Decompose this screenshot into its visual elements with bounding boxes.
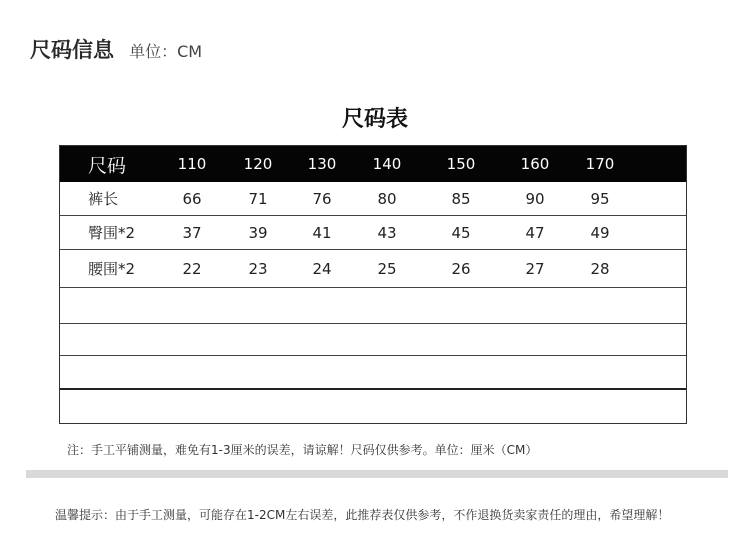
header-cell: 尺码 [88, 154, 127, 177]
header-cell: 130 [307, 155, 337, 173]
page-header [30, 34, 202, 64]
row-label: 臀围*2 [88, 224, 136, 242]
unit-label: 单位：CM [129, 42, 203, 61]
table-cell: 27 [525, 259, 545, 278]
row-label: 裤长 [88, 190, 119, 208]
table-cell: 37 [182, 223, 202, 242]
row-label: 腰围*2 [88, 260, 136, 278]
table-cell: 49 [590, 223, 610, 242]
table-cell: 90 [525, 189, 545, 208]
empty-row [60, 356, 686, 390]
divider [26, 470, 728, 478]
table-cell: 45 [451, 223, 471, 242]
table-cell: 85 [451, 189, 471, 208]
table-row [60, 216, 686, 250]
table-cell: 26 [451, 259, 471, 278]
measurement-note: 注：手工平铺测量，难免有1-3厘米的误差，请谅解！尺码仅供参考。单位：厘米（CM） [67, 443, 538, 457]
table-header-row [60, 146, 686, 182]
table-row [60, 182, 686, 216]
header-cell: 170 [585, 155, 615, 173]
empty-row [60, 390, 686, 425]
table-cell: 47 [525, 223, 545, 242]
table-cell: 24 [312, 259, 332, 278]
header-cell: 140 [372, 155, 402, 173]
header-cell: 150 [446, 155, 476, 173]
table-cell: 22 [182, 259, 202, 278]
table-cell: 23 [248, 259, 268, 278]
empty-row [60, 288, 686, 324]
header-cell: 120 [243, 155, 273, 173]
table-cell: 76 [312, 189, 332, 208]
empty-row [60, 324, 686, 356]
table-cell: 95 [590, 189, 610, 208]
table-cell: 25 [377, 259, 397, 278]
table-cell: 71 [248, 189, 268, 208]
header-cell: 110 [177, 155, 207, 173]
size-table [59, 145, 687, 424]
table-cell: 43 [377, 223, 397, 242]
warm-tip: 温馨提示：由于手工测量，可能存在1-2CM左右误差，此推荐表仅供参考，不作退换货卖家责任的理由，希望理解！ [55, 508, 670, 522]
table-title: 尺码表 [341, 107, 408, 132]
page-title: 尺码信息 [30, 38, 114, 62]
table-cell: 41 [312, 223, 332, 242]
header-cell: 160 [520, 155, 550, 173]
table-cell: 28 [590, 259, 610, 278]
table-cell: 39 [248, 223, 268, 242]
table-row [60, 250, 686, 288]
table-cell: 66 [182, 189, 202, 208]
table-cell: 80 [377, 189, 397, 208]
